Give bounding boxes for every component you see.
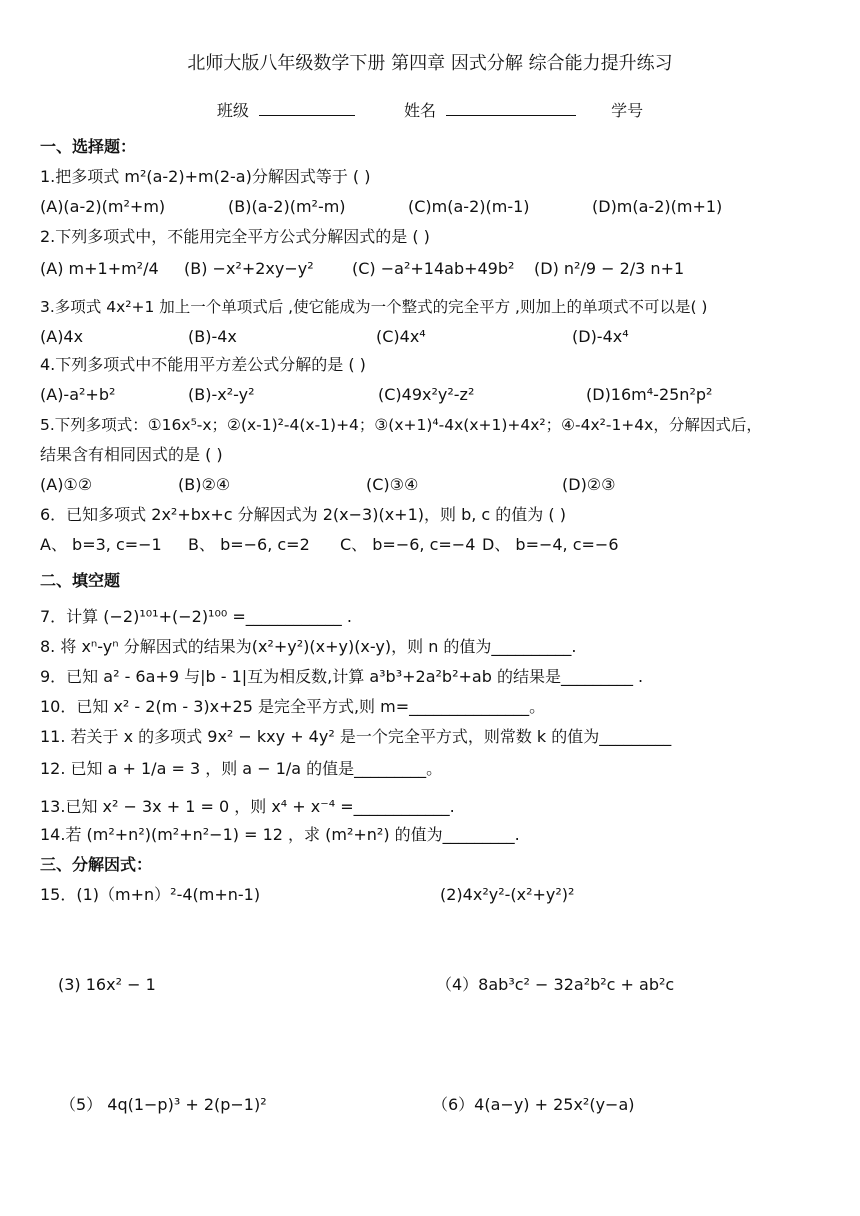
- q10: 10．已知 x² - 2(m - 3)x+25 是完全平方式,则 m=_______________。: [40, 697, 546, 716]
- q1-option-c: (C)m(a-2)(m-1): [408, 197, 530, 216]
- q15-part-4: （4）8ab³c² − 32a²b²c + ab²c: [436, 975, 675, 994]
- q4-option-a: (A)-a²+b²: [40, 385, 116, 404]
- section-fill: 二、填空题: [40, 571, 121, 590]
- student-info: [0, 98, 860, 121]
- name-blank[interactable]: [446, 101, 576, 116]
- q15-part-3: (3) 16x² − 1: [58, 975, 156, 994]
- section-choice: 一、选择题：: [40, 137, 137, 156]
- q5-option-c: (C)③④: [366, 475, 419, 494]
- q2-option-a: (A) m+1+m²/4: [40, 259, 159, 278]
- q2-option-b: (B) −x²+2xy−y²: [184, 259, 314, 278]
- q3-option-b: (B)-4x: [188, 327, 237, 346]
- q2-stem: 2.下列多项式中，不能用完全平方公式分解因式的是 ( ): [40, 227, 430, 246]
- section-factor: 三、分解因式：: [40, 855, 153, 874]
- q3-option-d: (D)-4x⁴: [572, 327, 629, 346]
- q15-part-6: （6）4(a−y) + 25x²(y−a): [432, 1095, 635, 1114]
- id-label: 学号: [611, 101, 644, 120]
- q13: 13.已知 x² − 3x + 1 = 0 ，则 x⁴ + x⁻⁴ =____________.: [40, 797, 455, 816]
- q7: 7．计算 (−2)¹⁰¹+(−2)¹⁰⁰ =____________ .: [40, 607, 352, 626]
- q11: 11. 若关于 x 的多项式 9x² − kxy + 4y² 是一个完全平方式，则常数 k 的值为_________: [40, 727, 672, 746]
- q4-stem: 4.下列多项式中不能用平方差公式分解的是 ( ): [40, 355, 366, 374]
- q5-option-a: (A)①②: [40, 475, 93, 494]
- q2-option-c: (C) −a²+14ab+49b²: [352, 259, 515, 278]
- q6-stem: 6．已知多项式 2x²+bx+c 分解因式为 2(x−3)(x+1)，则 b, c 的值为 ( ): [40, 505, 566, 524]
- class-blank[interactable]: [259, 101, 355, 116]
- q5-option-b: (B)②④: [178, 475, 231, 494]
- q2-option-d: (D) n²/9 − 2/3 n+1: [534, 259, 685, 278]
- q1-option-a: (A)(a-2)(m²+m): [40, 197, 166, 216]
- q15-part-5: （5） 4q(1−p)³ + 2(p−1)²: [60, 1095, 267, 1114]
- q5-stem-continued: 结果含有相同因式的是 ( ): [40, 445, 223, 464]
- q3-option-a: (A)4x: [40, 327, 84, 346]
- q12: 12. 已知 a + 1/a = 3 ，则 a − 1/a 的值是_________。: [40, 759, 443, 778]
- q15-part-1: 15．(1)（m+n）²-4(m+n-1): [40, 885, 261, 904]
- q1-stem: 1.把多项式 m²(a-2)+m(2-a)分解因式等于 ( ): [40, 167, 371, 186]
- q6-option-d: D、 b=−4, c=−6: [482, 535, 619, 554]
- q4-option-c: (C)49x²y²-z²: [378, 385, 475, 404]
- q8: 8. 将 xⁿ-yⁿ 分解因式的结果为(x²+y²)(x+y)(x-y)，则 n 的值为__________.: [40, 637, 577, 656]
- q1-option-d: (D)m(a-2)(m+1): [592, 197, 723, 216]
- q6-option-b: B、 b=−6, c=2: [188, 535, 310, 554]
- q9: 9．已知 a² - 6a+9 与|b - 1|互为相反数,计算 a³b³+2a²b²+ab 的结果是_________ .: [40, 667, 644, 686]
- q5-stem: 5.下列多项式：①16x⁵-x；②(x-1)²-4(x-1)+4；③(x+1)⁴-4x(x+1)+4x²；④-4x²-1+4x，分解因式后，: [40, 416, 762, 434]
- class-label: 班级: [217, 98, 365, 121]
- q6-option-a: A、 b=3, c=−1: [40, 535, 162, 554]
- q6-option-c: C、 b=−6, c=−4: [340, 535, 476, 554]
- page-title: 北师大版八年级数学下册 第四章 因式分解 综合能力提升练习: [187, 53, 673, 74]
- q3-option-c: (C)4x⁴: [376, 327, 426, 346]
- q1-option-b: (B)(a-2)(m²-m): [228, 197, 346, 216]
- q5-option-d: (D)②③: [562, 475, 616, 494]
- q4-option-d: (D)16m⁴-25n²p²: [586, 385, 713, 404]
- q14: 14.若 (m²+n²)(m²+n²−1) = 12 ，求 (m²+n²) 的值为_________.: [40, 825, 520, 844]
- q4-option-b: (B)-x²-y²: [188, 385, 255, 404]
- q3-stem: 3.多项式 4x²+1 加上一个单项式后 ,使它能成为一个整式的完全平方 ,则加上的单项式不可以是( ): [40, 298, 708, 316]
- q15-part-2: (2)4x²y²-(x²+y²)²: [440, 885, 575, 904]
- name-label: 姓名: [404, 98, 586, 121]
